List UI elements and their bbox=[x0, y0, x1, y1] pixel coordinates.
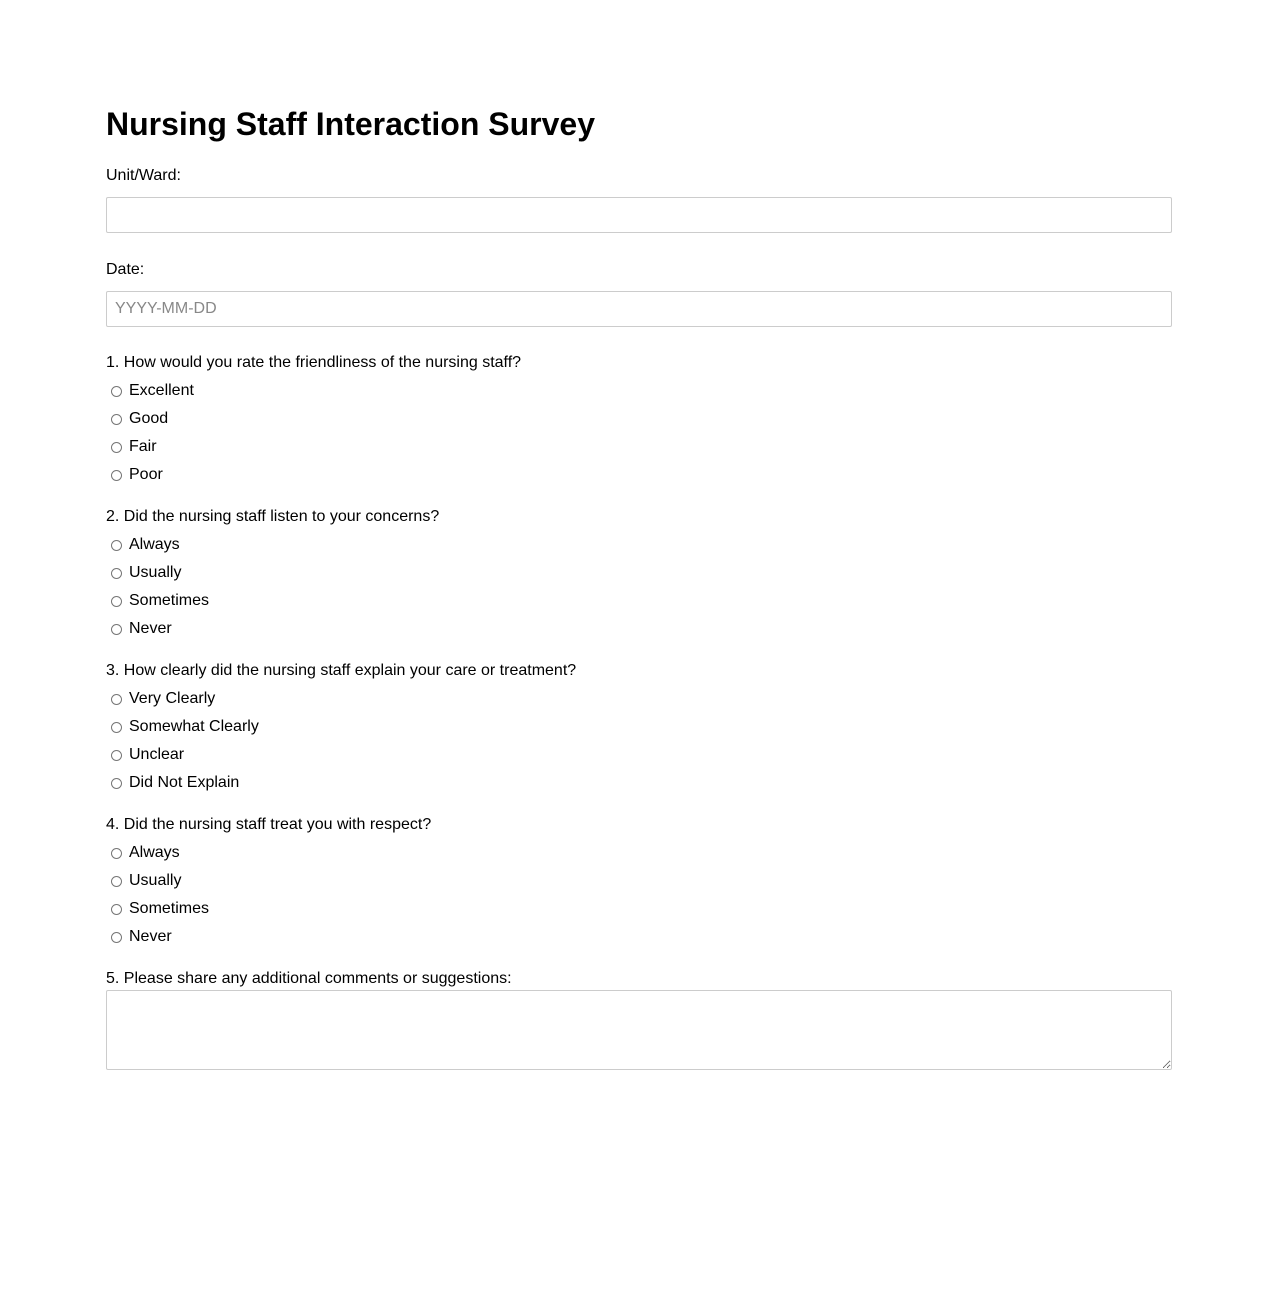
option-label: Always bbox=[129, 844, 180, 861]
page-title: Nursing Staff Interaction Survey bbox=[106, 106, 595, 142]
option-label: Unclear bbox=[129, 746, 185, 763]
radio-icon[interactable] bbox=[111, 722, 122, 733]
option-very-clearly[interactable] bbox=[106, 685, 1172, 713]
option-label: Sometimes bbox=[129, 592, 210, 609]
radio-icon[interactable] bbox=[111, 470, 122, 481]
radio-icon[interactable] bbox=[111, 848, 122, 859]
option-label: Never bbox=[129, 928, 172, 945]
radio-icon[interactable] bbox=[111, 932, 122, 943]
option-sometimes[interactable] bbox=[106, 587, 1172, 615]
option-never[interactable] bbox=[106, 923, 1172, 951]
radio-icon[interactable] bbox=[111, 568, 122, 579]
comments-textarea[interactable] bbox=[106, 990, 1172, 1070]
option-excellent[interactable] bbox=[106, 377, 1172, 405]
option-label: Did Not Explain bbox=[129, 774, 240, 791]
radio-icon[interactable] bbox=[111, 750, 122, 761]
option-label: Poor bbox=[129, 466, 163, 483]
option-never[interactable] bbox=[106, 615, 1172, 643]
option-label: Usually bbox=[129, 564, 182, 581]
radio-icon[interactable] bbox=[111, 694, 122, 705]
date-label: Date: bbox=[106, 261, 145, 278]
question-2 bbox=[106, 507, 1172, 643]
question-3-text: 3. How clearly did the nursing staff explain your care or treatment? bbox=[106, 662, 577, 679]
option-always[interactable] bbox=[106, 531, 1172, 559]
question-2-options bbox=[106, 531, 1172, 643]
option-always[interactable] bbox=[106, 839, 1172, 867]
date-input[interactable] bbox=[106, 291, 1172, 327]
option-somewhat-clearly[interactable] bbox=[106, 713, 1172, 741]
option-label: Excellent bbox=[129, 382, 194, 399]
unit-ward-label: Unit/Ward: bbox=[106, 167, 181, 184]
question-4-options bbox=[106, 839, 1172, 951]
radio-icon[interactable] bbox=[111, 414, 122, 425]
option-unclear[interactable] bbox=[106, 741, 1172, 769]
radio-icon[interactable] bbox=[111, 778, 122, 789]
option-did-not-explain[interactable] bbox=[106, 769, 1172, 797]
option-fair[interactable] bbox=[106, 433, 1172, 461]
question-4-text: 4. Did the nursing staff treat you with respect? bbox=[106, 816, 432, 833]
radio-icon[interactable] bbox=[111, 624, 122, 635]
radio-icon[interactable] bbox=[111, 904, 122, 915]
option-good[interactable] bbox=[106, 405, 1172, 433]
option-label: Always bbox=[129, 536, 180, 553]
question-5 bbox=[106, 969, 1172, 1075]
option-label: Fair bbox=[129, 438, 157, 455]
unit-ward-input[interactable] bbox=[106, 197, 1172, 233]
option-sometimes[interactable] bbox=[106, 895, 1172, 923]
question-2-text: 2. Did the nursing staff listen to your concerns? bbox=[106, 508, 440, 525]
comments-label: 5. Please share any additional comments or suggestions: bbox=[106, 970, 512, 987]
option-label: Usually bbox=[129, 872, 182, 889]
radio-icon[interactable] bbox=[111, 876, 122, 887]
question-3-options bbox=[106, 685, 1172, 797]
option-usually[interactable] bbox=[106, 867, 1172, 895]
question-1 bbox=[106, 353, 1172, 489]
radio-icon[interactable] bbox=[111, 540, 122, 551]
question-3 bbox=[106, 661, 1172, 797]
question-1-options bbox=[106, 377, 1172, 489]
option-label: Sometimes bbox=[129, 900, 210, 917]
option-label: Somewhat Clearly bbox=[129, 718, 259, 735]
survey-form bbox=[106, 100, 1172, 1075]
option-usually[interactable] bbox=[106, 559, 1172, 587]
option-label: Never bbox=[129, 620, 172, 637]
option-poor[interactable] bbox=[106, 461, 1172, 489]
radio-icon[interactable] bbox=[111, 442, 122, 453]
option-label: Very Clearly bbox=[129, 690, 216, 707]
option-label: Good bbox=[129, 410, 169, 427]
radio-icon[interactable] bbox=[111, 596, 122, 607]
question-1-text: 1. How would you rate the friendliness of the nursing staff? bbox=[106, 354, 522, 371]
question-4 bbox=[106, 815, 1172, 951]
radio-icon[interactable] bbox=[111, 386, 122, 397]
